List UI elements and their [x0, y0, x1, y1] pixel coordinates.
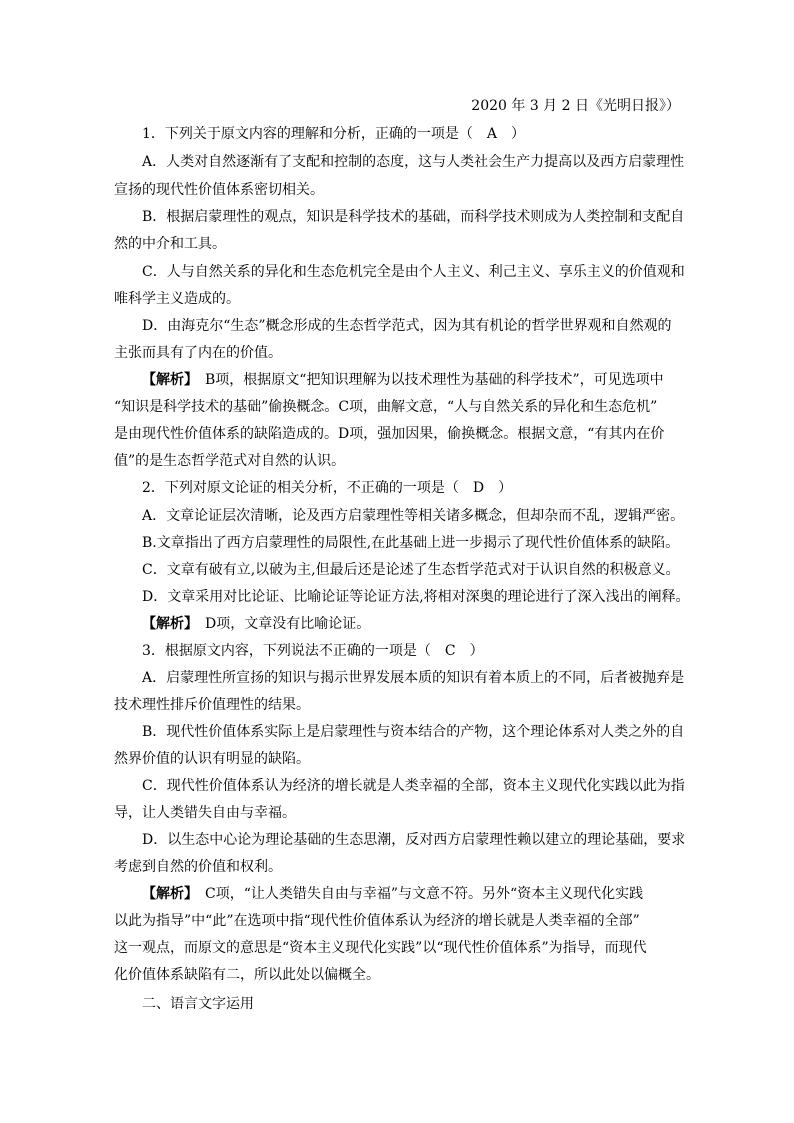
question-1-option-b-cont: 然的中介和工具。 [114, 236, 226, 252]
question-2-stem: 2．下列对原文论证的相关分析，不正确的一项是（ D ） [142, 480, 513, 496]
question-3-analysis-cont: 这一观点，而原文的意思是“资本主义现代化实践”以“现代性价值体系”为指导，而现代 [114, 940, 647, 956]
analysis-tag: 【解析】 [142, 886, 191, 902]
question-3-stem: 3．根据原文内容，下列说法不正确的一项是（ C ） [142, 643, 484, 659]
question-1-option-c: C．人与自然关系的异化和生态危机完全是由个人主义、利己主义、享乐主义的价值观和 [142, 264, 685, 280]
question-1-stem: 1．下列关于原文内容的理解和分析，正确的一项是（ A ） [142, 126, 526, 142]
question-2-option-b: B.文章指出了西方启蒙理性的局限性,在此基础上进一步揭示了现代性价值体系的缺陷。 [142, 535, 680, 551]
question-3-option-c-cont: 导，让人类错失自由与幸福。 [114, 805, 296, 821]
question-2-option-d: D．文章采用对比论证、比喻论证等论证方法,将相对深奥的理论进行了深入浅出的阐释。 [142, 589, 690, 605]
question-1-option-d: D．由海克尔“生态”概念形成的生态哲学范式，因为其有机论的哲学世界观和自然观的 [142, 318, 672, 334]
question-3-analysis-cont: 化价值体系缺陷有二，所以此处以偏概全。 [114, 967, 380, 983]
question-3-option-b: B．现代性价值体系实际上是启蒙理性与资本结合的产物，这个理论体系对人类之外的自 [142, 724, 685, 740]
question-1-analysis-cont: 是由现代性价值体系的缺陷造成的。D项，强加因果，偷换概念。根据文意，“有其内在价 [114, 426, 665, 442]
question-2-analysis [142, 614, 680, 634]
question-1-analysis-cont: “知识是科学技术的基础”偷换概念。C项，曲解文意，“人与自然关系的异化和生态危机” [114, 399, 658, 415]
section-heading: 二、语言文字运用 [142, 996, 254, 1012]
question-2-option-a: A．文章论证层次清晰，论及西方启蒙理性等相关诸多概念，但却杂而不乱，逻辑严密。 [142, 508, 685, 524]
analysis-text: B项，根据原文“把知识理解为以技术理性为基础的科学技术”，可见选项中 [191, 372, 664, 388]
question-1-option-a-cont: 宣扬的现代性价值体系密切相关。 [114, 182, 324, 198]
question-1-option-a: A．人类对自然逐渐有了支配和控制的态度，这与人类社会生产力提高以及西方启蒙理性 [142, 154, 685, 170]
question-3-option-a-cont: 技术理性排斥价值理性的结果。 [114, 697, 310, 713]
question-3-analysis-cont: 以此为指导”中“此”在选项中指“现代性价值体系认为经济的增长就是人类幸福的全部” [114, 913, 640, 929]
analysis-text: C项，“让人类错失自由与幸福”与文意不符。另外“资本主义现代化实践 [191, 886, 644, 902]
question-1-option-b: B．根据启蒙理性的观点，知识是科学技术的基础，而科学技术则成为人类控制和支配自 [142, 209, 685, 225]
question-1-analysis-cont: 值”的是生态哲学范式对自然的认识。 [114, 453, 346, 469]
analysis-text: D项，文章没有比喻论证。 [191, 616, 371, 632]
question-2-option-c: C．文章有破有立,以破为主,但最后还是论述了生态哲学范式对于认识自然的积极意义。 [142, 562, 680, 578]
question-1-option-c-cont: 唯科学主义造成的。 [114, 291, 240, 307]
question-1-option-d-cont: 主张而具有了内在的价值。 [114, 345, 282, 361]
question-3-option-d: D．以生态中心论为理论基础的生态思潮，反对西方启蒙理性赖以建立的理论基础，要求 [142, 832, 686, 848]
question-3-option-c: C．现代性价值体系认为经济的增长就是人类幸福的全部，资本主义现代化实践以此为指 [142, 778, 685, 794]
source-citation: 2020 年 3 月 2 日《光明日报》） [471, 98, 680, 114]
question-3-option-b-cont: 然界价值的认识有明显的缺陷。 [114, 751, 310, 767]
question-3-option-a: A．启蒙理性所宣扬的知识与揭示世界发展本质的知识有着本质上的不同，后者被抛弃是 [142, 670, 685, 686]
analysis-tag: 【解析】 [142, 616, 191, 632]
analysis-tag: 【解析】 [142, 372, 191, 388]
question-3-option-d-cont: 考虑到自然的价值和权利。 [114, 859, 282, 875]
question-1-analysis [142, 370, 680, 390]
question-3-analysis [142, 884, 680, 904]
